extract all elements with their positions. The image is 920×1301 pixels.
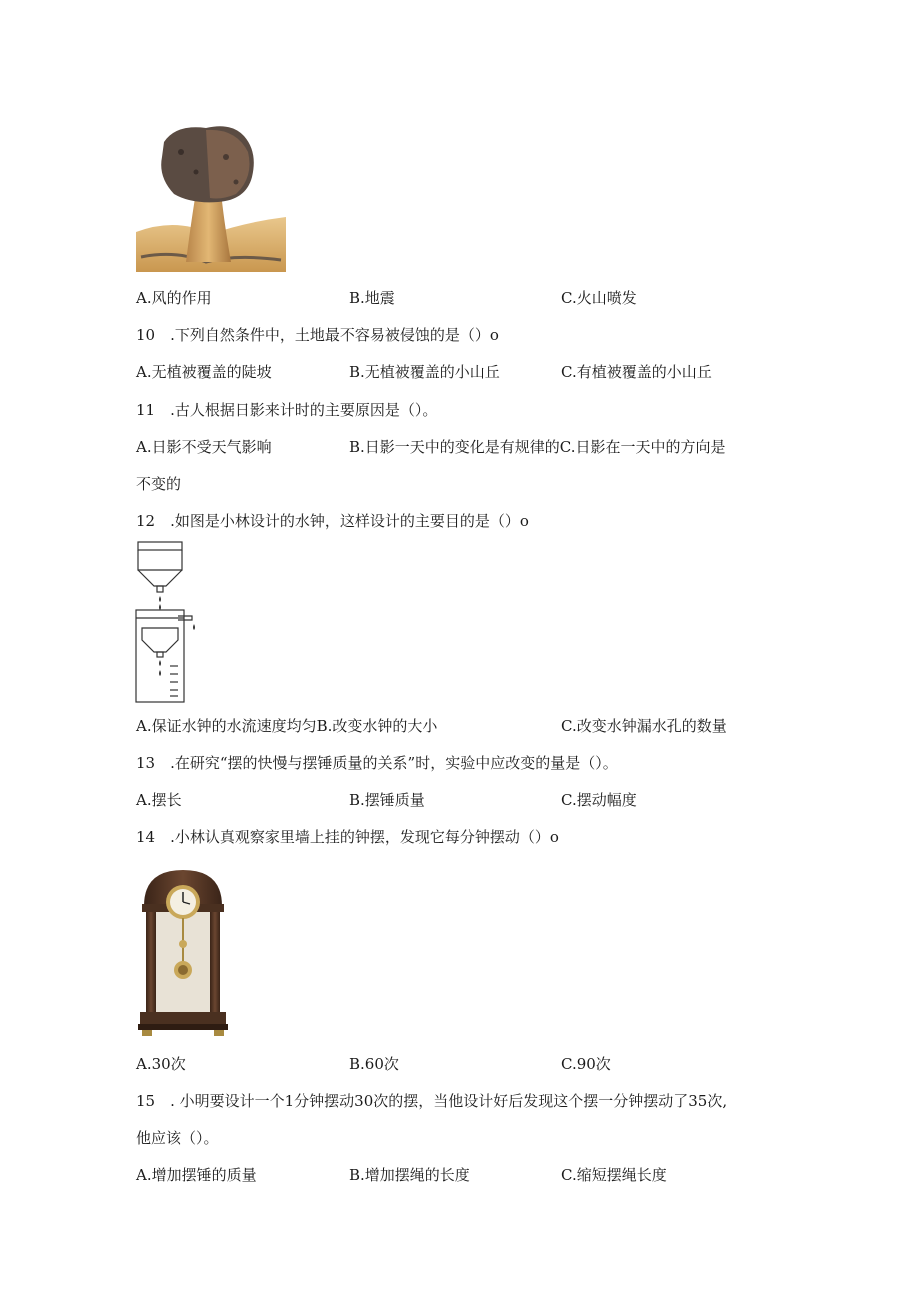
q15-option-a[interactable]: A.增加摆锤的质量 <box>136 1166 257 1184</box>
q10-option-b[interactable]: B.无植被覆盖的小山丘 <box>349 363 500 381</box>
q11-continuation: 不变的 <box>136 475 182 493</box>
q14-option-a[interactable]: A.30次 <box>136 1055 186 1073</box>
q13-option-a[interactable]: A.摆长 <box>136 791 182 809</box>
q12-stem: 12 .如图是小林设计的水钟，这样设计的主要目的是（）o <box>136 512 529 530</box>
q11-option-a[interactable]: A.日影不受天气影响 <box>136 438 272 456</box>
mushroom-rock-image <box>136 122 286 272</box>
q12-option-c[interactable]: C.改变水钟漏水孔的数量 <box>561 717 727 735</box>
q14-option-c[interactable]: C.90次 <box>561 1055 611 1073</box>
q14-option-b[interactable]: B.60次 <box>349 1055 399 1073</box>
q12-option-ab[interactable]: A.保证水钟的水流速度均匀B.改变水钟的大小 <box>136 717 438 735</box>
q9-option-a[interactable]: A.风的作用 <box>136 289 212 307</box>
q10-option-a[interactable]: A.无植被覆盖的陡坡 <box>136 363 272 381</box>
pendulum-clock-image <box>136 866 231 1038</box>
q13-stem: 13 .在研究“摆的快慢与摆锤质量的关系”时，实验中应改变的量是（）。 <box>136 754 618 772</box>
q11-option-bc[interactable]: B.日影一天中的变化是有规律的C.日影在一天中的方向是 <box>349 438 726 456</box>
q15-option-b[interactable]: B.增加摆绳的长度 <box>349 1166 470 1184</box>
q15-option-c[interactable]: C.缩短摆绳长度 <box>561 1166 667 1184</box>
q14-stem: 14 .小林认真观察家里墙上挂的钟摆，发现它每分钟摆动（）o <box>136 828 559 846</box>
water-clock-image <box>134 540 204 706</box>
q11-stem: 11 .古人根据日影来计时的主要原因是（）。 <box>136 401 438 419</box>
q13-option-c[interactable]: C.摆动幅度 <box>561 791 637 809</box>
q9-option-b[interactable]: B.地震 <box>349 289 395 307</box>
q13-option-b[interactable]: B.摆锤质量 <box>349 791 425 809</box>
q10-stem: 10 .下列自然条件中，土地最不容易被侵蚀的是（）o <box>136 326 499 344</box>
q15-stem-continuation: 他应该（）。 <box>136 1129 219 1147</box>
q15-stem: 15 . 小明要设计一个1分钟摆动30次的摆，当他设计好后发现这个摆一分钟摆动了35次, <box>136 1092 728 1110</box>
q9-option-c[interactable]: C.火山喷发 <box>561 289 637 307</box>
q10-option-c[interactable]: C.有植被覆盖的小山丘 <box>561 363 712 381</box>
